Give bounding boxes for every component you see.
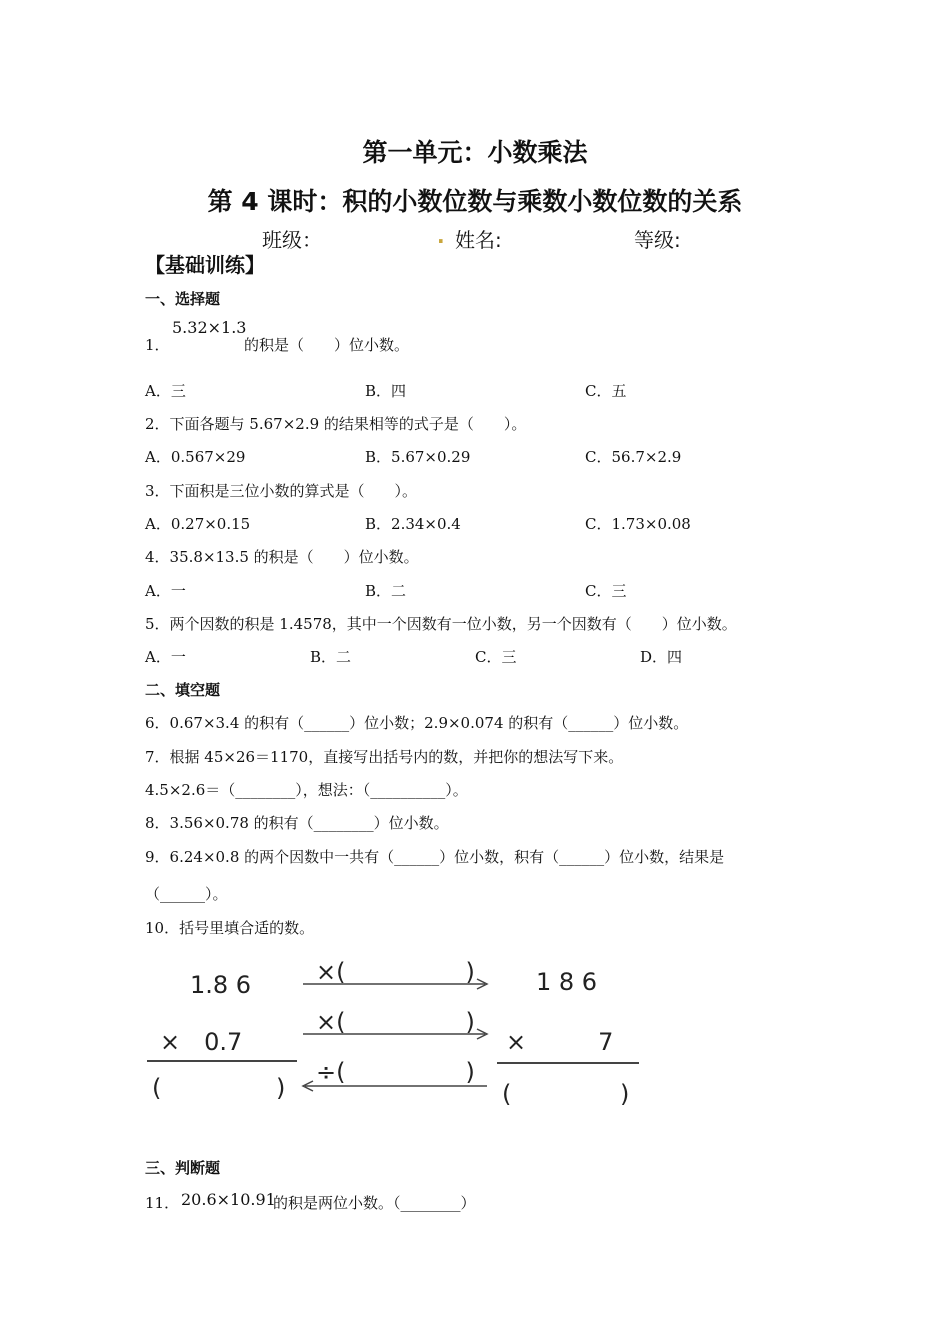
figure-arrows <box>295 975 500 1095</box>
q8-text: 8．3.56×0.78 的积有（________）位小数。 <box>145 814 449 832</box>
class-label: 班级： <box>262 228 322 252</box>
q1-option-c: C．五 <box>585 382 627 400</box>
figure-left-top: 1.8 6 <box>190 971 252 999</box>
q9-subtext: （______）。 <box>145 885 228 903</box>
q11-text: 的积是两位小数。（________） <box>273 1194 476 1212</box>
figure-left-rule <box>147 1060 297 1062</box>
page-subtitle: 第 4 课时：积的小数位数与乘数小数位数的关系 <box>207 187 743 216</box>
q5-option-c: C．三 <box>475 648 517 666</box>
q9-text: 9．6.24×0.8 的两个因数中一共有（______）位小数，积有（______）位小数，结果是 <box>145 848 725 866</box>
q7-text: 7．根据 45×26＝1170，直接写出括号内的数，并把你的想法写下来。 <box>145 748 624 766</box>
q1-formula: 5.32×1.3 <box>172 318 247 337</box>
separator-dot: . <box>437 224 445 248</box>
q6-text: 6．0.67×3.4 的积有（______）位小数；2.9×0.074 的积有（______）位小数。 <box>145 714 689 732</box>
q1-text: 的积是（ ）位小数。 <box>244 336 410 354</box>
figure-arrow2-label: ×( ) <box>316 1008 475 1036</box>
figure-right-multiplier: × 7 <box>506 1028 614 1056</box>
name-label: 姓名: <box>455 228 502 252</box>
q5-option-d: D．四 <box>640 648 683 666</box>
q10-text: 10．括号里填合适的数。 <box>145 919 315 937</box>
q5-text: 5．两个因数的积是 1.4578，其中一个因数有一位小数，另一个因数有（ ）位小数。 <box>145 615 737 633</box>
q4-text: 4．35.8×13.5 的积是（ ）位小数。 <box>145 548 419 566</box>
part2-heading: 二、填空题 <box>145 681 221 699</box>
q1-number: 1． <box>145 336 170 354</box>
figure-right-paren-open: ( <box>502 1080 512 1108</box>
q5-option-b: B．二 <box>310 648 352 666</box>
q1-option-b: B．四 <box>365 382 407 400</box>
q11-formula: 20.6×10.91 <box>181 1190 276 1209</box>
q3-option-b: B．2.34×0.4 <box>365 515 461 533</box>
figure-left-paren-open: ( <box>152 1074 162 1102</box>
q11-number: 11． <box>145 1194 180 1212</box>
q7-subtext: 4.5×2.6＝（________），想法：（__________）。 <box>145 781 468 799</box>
figure-right-rule <box>497 1062 639 1064</box>
figure-right-top: 1 8 6 <box>536 968 598 996</box>
part3-heading: 三、判断题 <box>145 1159 221 1177</box>
q4-option-a: A．一 <box>145 582 186 600</box>
q2-text: 2．下面各题与 5.67×2.9 的结果相等的式子是（ ）。 <box>145 415 527 433</box>
figure-left-paren-close: ) <box>276 1074 286 1102</box>
q3-option-a: A．0.27×0.15 <box>145 515 251 533</box>
part1-heading: 一、选择题 <box>145 290 221 308</box>
q4-option-c: C．三 <box>585 582 627 600</box>
q2-option-a: A．0.567×29 <box>145 448 246 466</box>
figure-right-paren-close: ) <box>620 1080 630 1108</box>
q2-option-c: C．56.7×2.9 <box>585 448 682 466</box>
section-basic-training: 【基础训练】 <box>145 253 265 277</box>
q4-option-b: B．二 <box>365 582 407 600</box>
figure-left-multiplier: × 0.7 <box>160 1028 243 1056</box>
page-title: 第一单元：小数乘法 <box>362 138 588 167</box>
q2-option-b: B．5.67×0.29 <box>365 448 471 466</box>
figure-arrow1-label: ×( ) <box>316 958 475 986</box>
q3-text: 3．下面积是三位小数的算式是（ ）。 <box>145 482 418 500</box>
grade-label: 等级: <box>634 228 681 252</box>
figure-arrow3-label: ÷( ) <box>316 1058 475 1086</box>
q1-option-a: A．三 <box>145 382 186 400</box>
q5-option-a: A．一 <box>145 648 186 666</box>
q3-option-c: C．1.73×0.08 <box>585 515 691 533</box>
